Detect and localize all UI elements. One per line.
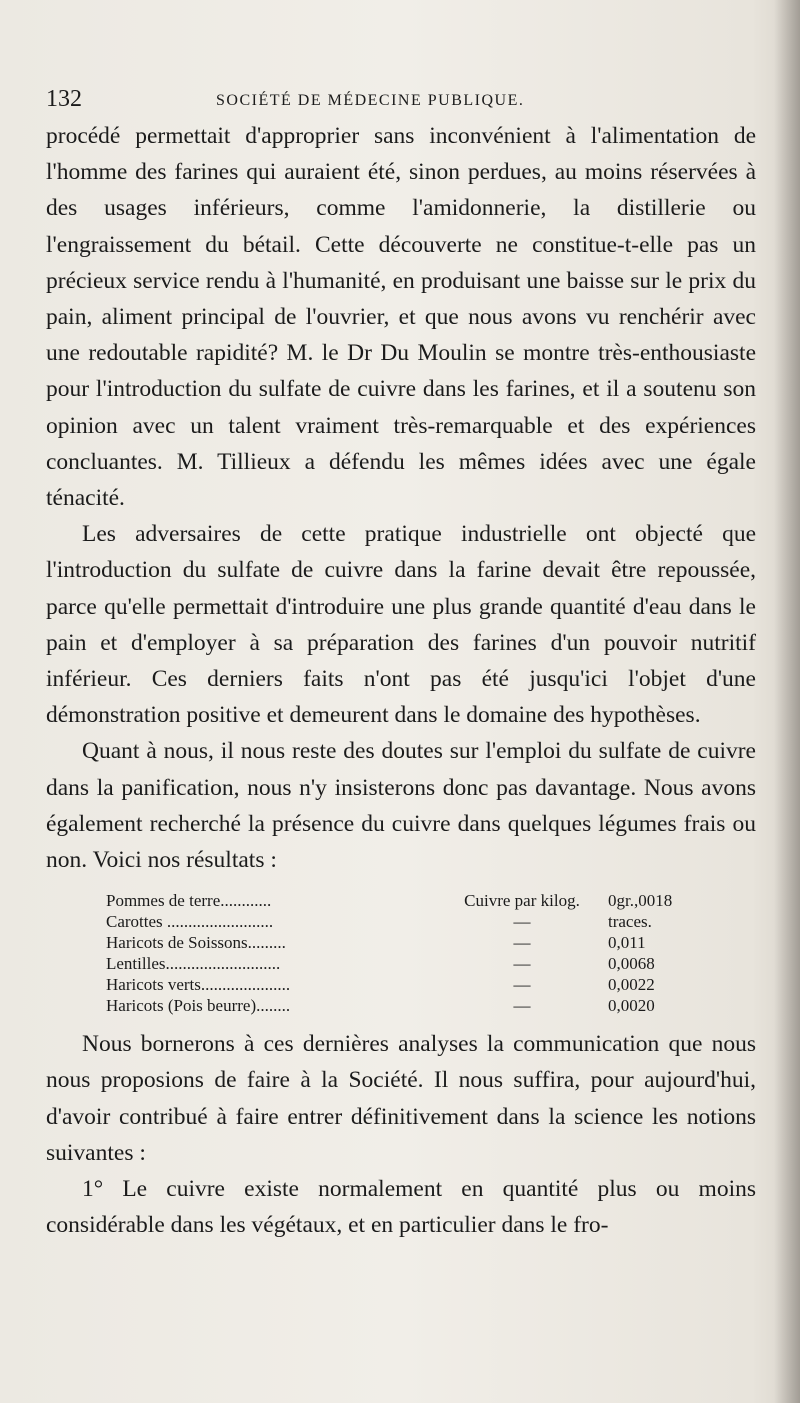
page-edge-shadow <box>774 0 800 1403</box>
food-name: Lentilles........................... <box>106 954 281 974</box>
copper-value: 0,0068 <box>608 954 655 974</box>
page-number: 132 <box>46 86 82 112</box>
copper-value: 0gr.,0018 <box>608 891 673 911</box>
results-row <box>106 974 736 995</box>
paragraph-doutes: Quant à nous, il nous reste des doutes sur l'emploi du sulfate de cuivre dans la panification, nous n'y insisterons donc pas davantage. Nous avons également recherché la présence du cuivre dans quelques légumes frais ou non. Voici nos résultats : <box>46 738 756 874</box>
paragraph-continued: procédé permettait d'approprier sans inconvénient à l'alimentation de l'homme des farines qui auraient été, sinon perdues, au moins réservées à des usages inférieurs, comme l'amidonnerie, la distillerie ou l'engraissement du bétail. Cette découverte ne constitue-t-elle pas un précieux service rendu à l'humanité, en produisant une baisse sur le prix du pain, aliment principal de l'ouvrier, et que nous avons vu renchérir avec une redoutable rapidité? M. le Dr Du Moulin se montre très-enthousiaste pour l'introduction du sulfate de cuivre dans les farines, et il a soutenu son opinion avec un talent vraiment très-remarquable et des expériences concluantes. M. Tillieux a défendu les mêmes idées avec une égale ténacité. <box>46 123 756 512</box>
body-text <box>46 118 756 1243</box>
food-name: Haricots (Pois beurre)........ <box>106 996 291 1016</box>
measure-unit: — <box>513 912 531 932</box>
measure-unit: — <box>513 996 531 1016</box>
results-table <box>106 890 736 1016</box>
food-name: Pommes de terre............ <box>106 891 272 911</box>
results-row <box>106 953 736 974</box>
measure-unit: Cuivre par kilog. <box>464 891 580 911</box>
food-name: Haricots de Soissons......... <box>106 933 286 953</box>
copper-value: 0,011 <box>608 933 646 953</box>
results-row <box>106 995 736 1016</box>
results-row <box>106 911 736 932</box>
running-title: SOCIÉTÉ DE MÉDECINE PUBLIQUE. <box>216 92 525 109</box>
food-name: Carottes ......................... <box>106 912 274 932</box>
copper-value: 0,0020 <box>608 996 655 1016</box>
page-header <box>46 86 766 116</box>
paragraph-notion-1: 1° Le cuivre existe normalement en quantité plus ou moins considérable dans les végétaux, et en particulier dans le fro- <box>46 1176 756 1239</box>
results-row <box>106 932 736 953</box>
copper-value: 0,0022 <box>608 975 655 995</box>
food-name: Haricots verts..................... <box>106 975 291 995</box>
copper-value: traces. <box>608 912 652 932</box>
measure-unit: — <box>513 933 531 953</box>
paragraph-conclusion: Nous bornerons à ces dernières analyses la communication que nous nous proposions de faire à la Société. Il nous suffira, pour aujourd'hui, d'avoir contribué à faire entrer définitivement dans la science les notions suivantes : <box>46 1031 756 1166</box>
measure-unit: — <box>513 975 531 995</box>
paragraph-adversaires: Les adversaires de cette pratique industrielle ont objecté que l'introduction du sulfate de cuivre dans la farine devait être repoussée, parce qu'elle permettait d'introduire une plus grande quantité d'eau dans le pain et d'employer à sa préparation des farines d'un pouvoir nutritif inférieur. Ces derniers faits n'ont pas été jusqu'ici l'objet d'une démonstration positive et demeurent dans le domaine des hypothèses. <box>46 521 756 729</box>
results-row <box>106 890 736 911</box>
measure-unit: — <box>513 954 531 974</box>
